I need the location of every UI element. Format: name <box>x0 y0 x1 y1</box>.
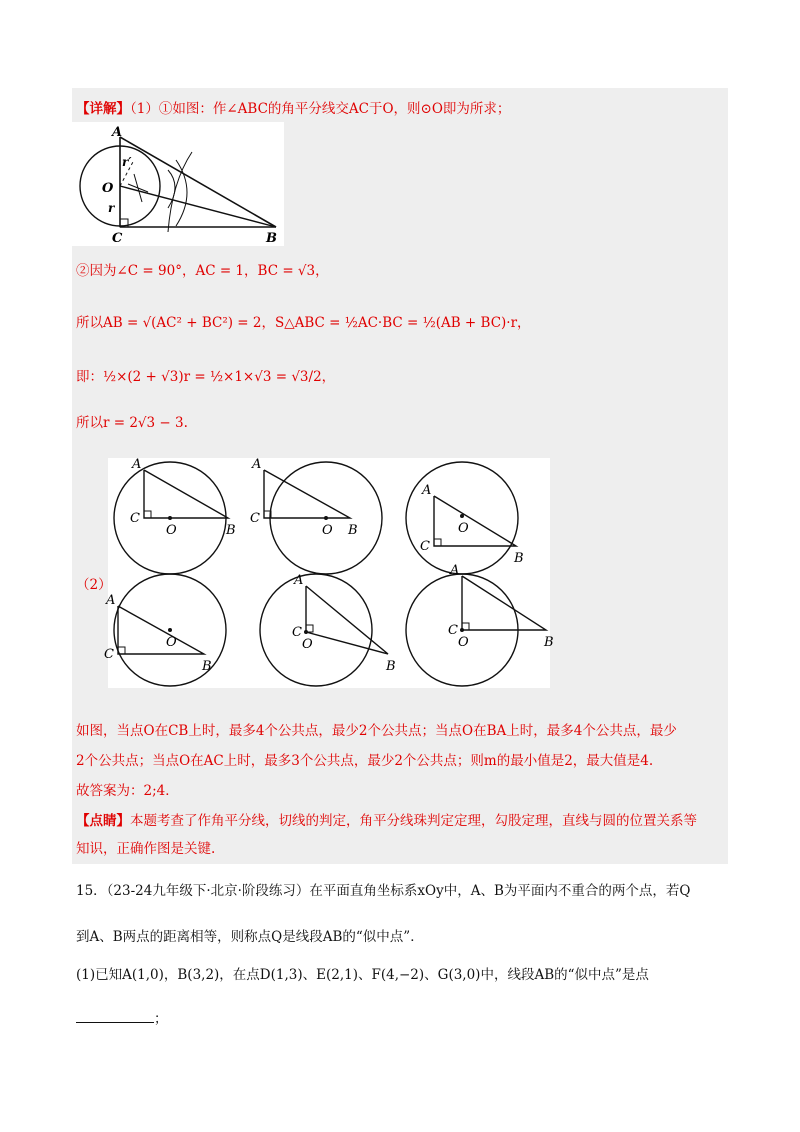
center-dot-5 <box>304 630 308 634</box>
center-dot-6 <box>460 628 464 632</box>
label-C-2: C <box>250 511 260 526</box>
question-15-line3: (1)已知A(1,0)，B(3,2)，在点D(1,3)、E(2,1)、F(4,−2)、G(3,0)中，线段AB的“似中点”是点 <box>76 967 649 983</box>
label-A-5: A <box>294 573 304 588</box>
question-15-answer-line <box>76 1008 168 1028</box>
case-circle-5 <box>260 574 372 686</box>
label-A-4: A <box>106 593 116 608</box>
label-r: r <box>108 201 115 215</box>
triangle-2 <box>264 470 350 518</box>
label-B-2: B <box>348 523 358 538</box>
label-O-2: O <box>322 523 333 538</box>
detail-step4: 即：½×(2 + √3)r = ½×1×√3 = √3/2， <box>76 369 336 385</box>
label-B-6: B <box>544 635 554 650</box>
triangle-4 <box>118 606 204 654</box>
label-B: B <box>266 231 277 246</box>
center-dot-1 <box>168 516 172 520</box>
cross-mark-2 <box>134 174 142 202</box>
label-C-3: C <box>420 539 430 554</box>
label-C-1: C <box>130 511 140 526</box>
label-A-3: A <box>422 483 432 498</box>
label-A-2: A <box>252 457 262 472</box>
figure-six-cases <box>104 457 554 688</box>
label-O-4: O <box>166 635 177 650</box>
question-15-line1: 15．（23-24九年级下·北京·阶段练习）在平面直角坐标系xOy中，A、B为平面内不重合的两个点，若Q <box>76 883 691 899</box>
label-C-6: C <box>448 623 458 638</box>
detail-intro-text: （1）①如图：作∠ABC的角平分线交AC于O，则⊙O即为所求； <box>130 101 511 117</box>
center-dot-2 <box>324 516 328 520</box>
label-A: A <box>112 125 123 140</box>
six-cases-group <box>104 457 554 686</box>
label-C-5: C <box>292 625 302 640</box>
label-B-5: B <box>386 659 396 674</box>
triangle-6 <box>462 576 546 630</box>
detail-step3: 所以AB = √(AC² + BC²) = 2，S△ABC = ½AC·BC = ½(AB + BC)·r， <box>76 315 531 331</box>
label-O-3: O <box>458 521 469 536</box>
figure-angle-bisector <box>72 122 284 246</box>
remark-tag: 【点睛】 <box>76 813 130 829</box>
construction-arc-1 <box>168 170 175 208</box>
detail-answer: 故答案为：2;4． <box>76 783 179 799</box>
remark-text-1: 本题考查了作角平分线，切线的判定，角平分线珠判定定理，勾股定理，直线与圆的位置关系等 <box>130 813 697 829</box>
right-angle-3 <box>434 539 441 546</box>
detail-conclusion-2: 2个公共点；当点O在AC上时，最多3个公共点，最少2个公共点；则m的最小值是2，最大值是4. <box>76 753 654 769</box>
label-r-prime: r′ <box>122 155 132 169</box>
center-dot-4 <box>168 628 172 632</box>
center-dot-3 <box>460 514 464 518</box>
label-A-1: A <box>132 457 142 472</box>
label-B-1: B <box>226 523 236 538</box>
detail-tag: 【详解】 <box>76 101 130 117</box>
detail-step2: ②因为∠C = 90°，AC = 1，BC = √3， <box>76 263 329 279</box>
triangle-1 <box>144 470 228 518</box>
triangle-3 <box>434 496 516 546</box>
label-C-4: C <box>104 647 114 662</box>
detail-conclusion-1: 如图，当点O在CB上时，最多4个公共点，最少2个公共点；当点O在BA上时，最多4个公共点，最少 <box>76 723 677 739</box>
label-O-6: O <box>458 635 469 650</box>
label-B-4: B <box>202 659 212 674</box>
question-15-line4: ； <box>154 1011 168 1027</box>
detail-intro <box>76 100 510 118</box>
angle-bisector <box>120 186 276 227</box>
label-O-5: O <box>302 637 313 652</box>
label-O-1: O <box>166 523 177 538</box>
label-A-6: A <box>450 563 460 578</box>
detail-part2: （2） <box>76 577 112 593</box>
triangle-5 <box>306 586 388 654</box>
side-ab <box>120 137 276 227</box>
remark-text-2: 知识，正确作图是关键. <box>76 841 216 857</box>
label-B-3: B <box>514 551 524 566</box>
answer-blank[interactable] <box>76 1008 154 1023</box>
label-O: O <box>102 181 114 196</box>
remark-line-1 <box>76 812 697 830</box>
right-angle-1 <box>144 511 151 518</box>
label-C: C <box>112 231 123 246</box>
question-15-line2: 到A、B两点的距离相等，则称点Q是线段AB的“似中点”． <box>76 929 424 945</box>
detail-step5: 所以r = 2√3 − 3. <box>76 415 188 431</box>
